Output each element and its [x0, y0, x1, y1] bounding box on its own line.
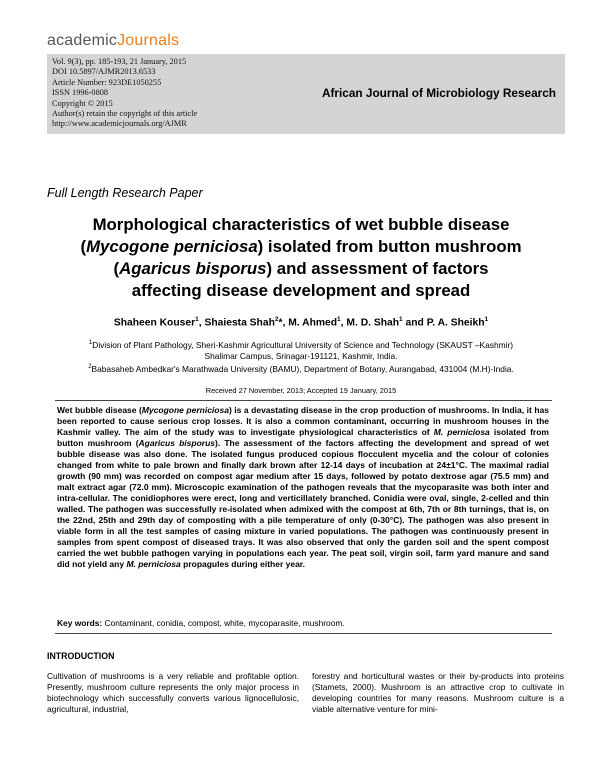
title-line-3: (Agaricus bisporus) and assessment of factors	[113, 259, 489, 278]
author-name: M. Ahmed	[288, 317, 338, 329]
doi-line: DOI 10.5897/AJMR2013.6533	[52, 67, 156, 77]
title-species-agaricus: Agaricus bisporus	[119, 259, 267, 278]
journal-url-line[interactable]: http://www.academicjournals.org/AJMR	[52, 119, 187, 129]
title-line-1: Morphological characteristics of wet bubble disease	[92, 215, 510, 234]
affiliation-2: $^2$Babasaheb Ambedkar's Marathwada University (BAMU), Department of Botany, Aurangabad, 431004 (M.H)-India.	[88, 363, 514, 374]
affiliation-1: $^1$Division of Plant Pathology, Sheri-Kashmir Agricultural University of Science and Technology (SKAUST –Kashmir) Shalimar Campus, Srinagar-191121, Kashmir, India.	[88, 339, 514, 361]
keywords-label: Key words:	[57, 618, 103, 628]
rights-line: Author(s) retain the copyright of this article	[52, 109, 198, 119]
received-dates: Received 27 November, 2013; Accepted 19 January, 2015	[205, 386, 397, 395]
paper-title	[40, 214, 562, 302]
article-metadata	[52, 57, 197, 130]
author-name: P. A. Sheikh	[426, 317, 485, 329]
author-name: M. D. Shah	[346, 317, 400, 329]
title-species-mycogone: Mycogone perniciosa	[86, 237, 258, 256]
keywords: Key words: Contaminant, conidia, compost, white, mycoparasite, mushroom.	[57, 618, 345, 628]
journal-logo	[47, 32, 179, 50]
introduction-heading: INTRODUCTION	[47, 651, 115, 661]
journal-name: African Journal of Microbiology Research	[321, 86, 556, 100]
author-name: Shaiesta Shah	[204, 317, 275, 329]
abstract: Wet bubble disease (Mycogone perniciosa) is a devastating disease in the crop production of mushrooms. In India, it has been reported to cause serious crop losses. It is also a common contaminant, occurring in mushroom houses in the Kashmir valley. The aim of the study was to investigate physiological characteristics of M. perniciosa isolated from button mushroom (Agaricus bisporus). The assessment of the factors affecting the development and spread of wet bubble disease was also done. The isolated fungus produced copious flocculent mycelia and the colour of colonies changed from white to pale brown and finally dark brown after 12-14 days of incubation at 24±1°C. The maximal radial growth (90 mm) was recorded on compost agar medium after 15 days, followed by potato dextrose agar (75.5 mm) and malt extract agar (72.0 mm). Microscopic examination of the pathogen reveals that the mycoparasite was both inter and intra-cellular. The conidiophores were erect, long and verticillately branched. Conidia were oval, single, 2-celled and thin walled. The pathogen was successfully re-isolated when admixed with the compost at 6th, 7th or 8th turnings, that is, on the 22nd, 25th and 29th day of composting with a pile temperature of only (0-30°C). The pathogen was also present in viable form in all the test samples of casing mixture in varied populations. The pathogen was continuously present in samples from spent compost of diseased trays. It was also observed that only the garden soil and the spent compost carried the wet bubble pathogen varying in populations each year. The peat soil, virgin soil, farm yard manure and sand did not yield any M. perniciosa propagules during either year.	[57, 405, 550, 569]
issn-line: ISSN 1996-0808	[52, 88, 109, 98]
article-number-line: Article Number: 923DE1050255	[52, 77, 162, 87]
author-list: Shaheen Kouser$^1$, Shaiesta Shah$^2$*, M. Ahmed$^1$, M. D. Shah$^1$ and P. A. Sheikh$^1$	[113, 316, 489, 329]
logo-part-academic: academic	[47, 32, 118, 49]
introduction-column-1: Cultivation of mushrooms is a very reliable and profitable option. Presently, mushroom culture represents the only major process in biotechnology which successfully converts various lignocellulosic, agricultural, industrial,	[47, 671, 299, 715]
volume-line: Vol. 9(3), pp. 185-193, 21 January, 2015	[52, 57, 187, 66]
abstract-bottom-rule	[55, 633, 552, 634]
copyright-line: Copyright © 2015	[52, 98, 113, 108]
logo-part-journals: Journals	[117, 32, 180, 49]
introduction-column-2: forestry and horticultural wastes or their by-products into proteins (Stamets, 2000). Mushroom is an attractive crop to cultivate in developing countries for many reasons. Mushroom culture is a viable alternative venture for mini-	[312, 671, 564, 715]
paper-type: Full Length Research Paper	[47, 186, 203, 200]
abstract-top-rule	[55, 400, 552, 401]
author-name: Shaheen Kouser	[113, 317, 196, 329]
title-line-2: (Mycogone perniciosa) isolated from button mushroom	[80, 237, 522, 256]
title-line-4: affecting disease development and spread	[131, 281, 471, 300]
